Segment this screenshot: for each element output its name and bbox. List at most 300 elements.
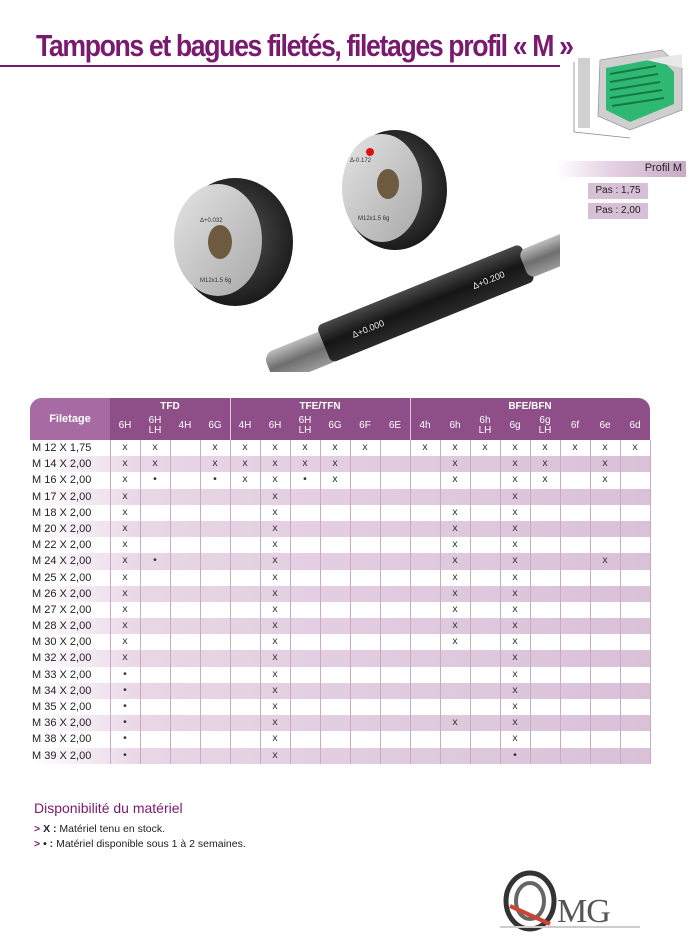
table-cell: x xyxy=(272,441,278,453)
table-cell xyxy=(200,634,230,650)
table-cell: x xyxy=(302,457,308,470)
table-cell xyxy=(200,553,230,569)
table-cell xyxy=(410,667,440,683)
table-cell xyxy=(140,570,170,586)
table-cell: • xyxy=(123,748,127,761)
header-column: 6E xyxy=(388,420,402,431)
table-row xyxy=(30,667,650,683)
table-cell: x xyxy=(542,473,548,486)
row-thread-name: M 17 X 2,00 xyxy=(32,490,92,503)
table-cell xyxy=(530,586,560,602)
table-cell: x xyxy=(332,457,338,470)
header-column: 6F xyxy=(359,420,371,431)
table-body xyxy=(30,440,650,764)
table-cell xyxy=(440,489,470,505)
table-cell xyxy=(380,440,410,456)
table-cell: x xyxy=(122,441,128,453)
legend-stock xyxy=(34,823,165,835)
table-cell: x xyxy=(452,570,458,583)
row-thread-name: M 14 X 2,00 xyxy=(32,458,92,471)
table-cell xyxy=(170,731,200,747)
header-column: 4H xyxy=(178,420,192,431)
table-cell xyxy=(620,731,650,747)
table-cell xyxy=(200,683,230,699)
table-cell xyxy=(470,667,500,683)
table-cell xyxy=(530,489,560,505)
row-thread-name: M 18 X 2,00 xyxy=(32,506,92,519)
table-cell: • xyxy=(213,473,217,486)
table-cell xyxy=(320,683,350,699)
table-cell xyxy=(470,748,500,764)
table-cell xyxy=(470,634,500,650)
table-cell xyxy=(530,634,560,650)
table-cell xyxy=(230,667,260,683)
table-cell: x xyxy=(272,538,278,551)
table-cell: x xyxy=(512,457,518,470)
table-cell xyxy=(170,650,200,666)
table-cell xyxy=(200,570,230,586)
table-cell: x xyxy=(122,619,128,632)
thread-gauges-photo xyxy=(160,122,560,372)
header-group: BFE/BFN xyxy=(508,401,552,412)
table-cell xyxy=(530,699,560,715)
table-cell xyxy=(350,602,380,618)
row-thread-name: M 32 X 2,00 xyxy=(32,652,92,665)
table-cell: • xyxy=(123,667,127,680)
table-cell xyxy=(620,537,650,553)
table-cell xyxy=(230,521,260,537)
table-cell xyxy=(410,489,440,505)
table-cell xyxy=(230,602,260,618)
table-cell: x xyxy=(512,683,518,696)
table-cell xyxy=(170,521,200,537)
table-cell xyxy=(170,748,200,764)
table-cell xyxy=(410,634,440,650)
table-cell xyxy=(380,618,410,634)
table-cell xyxy=(290,586,320,602)
table-cell xyxy=(470,699,500,715)
table-cell xyxy=(290,489,320,505)
table-cell: x xyxy=(272,619,278,632)
header-column: 6d xyxy=(629,420,641,431)
table-cell xyxy=(290,715,320,731)
table-cell xyxy=(440,683,470,699)
table-cell: x xyxy=(272,700,278,712)
table-cell xyxy=(380,650,410,666)
table-cell: x xyxy=(452,473,458,486)
table-cell xyxy=(620,586,650,602)
availability-title: Disponibilité du matériel xyxy=(34,800,183,816)
table-cell xyxy=(320,553,350,569)
pitch-175: Pas : 1,75 xyxy=(588,183,648,199)
table-cell xyxy=(470,521,500,537)
row-thread-name: M 20 X 2,00 xyxy=(32,522,92,535)
table-cell: x xyxy=(272,732,278,745)
table-cell xyxy=(350,699,380,715)
table-cell xyxy=(410,731,440,747)
plug-label-go: Δ+0.000 xyxy=(350,317,386,340)
table-cell: x xyxy=(542,441,548,453)
table-cell: x xyxy=(512,651,518,664)
table-cell xyxy=(320,618,350,634)
table-cell: x xyxy=(452,538,458,551)
table-cell xyxy=(140,602,170,618)
table-cell xyxy=(530,715,560,731)
table-cell xyxy=(200,699,230,715)
table-cell xyxy=(620,650,650,666)
table-cell xyxy=(560,683,590,699)
table-cell: x xyxy=(272,570,278,583)
table-cell xyxy=(620,505,650,521)
table-cell: x xyxy=(302,441,308,453)
table-cell: x xyxy=(332,441,338,453)
table-cell xyxy=(530,553,560,569)
table-cell xyxy=(590,667,620,683)
table-cell xyxy=(320,650,350,666)
column-divider xyxy=(320,440,321,764)
table-cell xyxy=(140,521,170,537)
table-cell xyxy=(560,489,590,505)
table-cell xyxy=(230,553,260,569)
table-cell xyxy=(620,602,650,618)
table-cell xyxy=(530,505,560,521)
row-thread-name: M 25 X 2,00 xyxy=(32,571,92,584)
table-cell xyxy=(230,570,260,586)
table-cell: x xyxy=(512,538,518,551)
table-row xyxy=(30,505,650,521)
table-cell xyxy=(380,683,410,699)
table-cell xyxy=(320,715,350,731)
table-cell xyxy=(140,489,170,505)
table-cell xyxy=(200,618,230,634)
table-cell xyxy=(590,699,620,715)
table-cell xyxy=(170,683,200,699)
table-cell xyxy=(230,699,260,715)
table-cell xyxy=(590,505,620,521)
table-cell xyxy=(590,586,620,602)
table-cell: x xyxy=(122,489,128,502)
column-divider xyxy=(530,440,531,764)
table-cell xyxy=(620,634,650,650)
row-thread-name: M 35 X 2,00 xyxy=(32,701,92,713)
table-cell xyxy=(380,489,410,505)
legend-arrow: > xyxy=(34,823,41,835)
table-row xyxy=(30,586,650,602)
column-divider xyxy=(170,440,171,764)
column-divider xyxy=(230,440,231,764)
column-divider xyxy=(440,440,441,764)
profile-label-bar xyxy=(556,161,686,177)
table-cell xyxy=(320,667,350,683)
table-cell: x xyxy=(272,473,278,486)
legend-text: Matériel tenu en stock. xyxy=(59,823,166,835)
table-cell: x xyxy=(542,457,548,470)
ring2-label-b: M12x1.5 6g xyxy=(358,216,390,222)
table-cell xyxy=(290,650,320,666)
table-cell xyxy=(290,537,320,553)
table-cell xyxy=(620,699,650,715)
table-cell: x xyxy=(272,489,278,502)
table-row xyxy=(30,489,650,505)
table-cell: x xyxy=(512,489,518,502)
table-cell xyxy=(560,586,590,602)
table-cell xyxy=(410,456,440,472)
table-cell xyxy=(230,537,260,553)
table-cell xyxy=(200,586,230,602)
table-cell xyxy=(410,715,440,731)
header-column: 6h LH xyxy=(478,415,492,436)
table-cell: x xyxy=(512,521,518,534)
table-cell xyxy=(140,634,170,650)
table-cell xyxy=(380,570,410,586)
column-divider xyxy=(650,440,651,764)
table-cell xyxy=(410,537,440,553)
table-cell xyxy=(530,570,560,586)
row-thread-name: M 28 X 2,00 xyxy=(32,620,92,633)
table-cell xyxy=(560,553,590,569)
table-row xyxy=(30,602,650,618)
table-cell xyxy=(350,650,380,666)
table-row xyxy=(30,683,650,699)
table-cell: x xyxy=(362,441,368,453)
table-cell xyxy=(320,602,350,618)
table-cell xyxy=(470,456,500,472)
table-cell: x xyxy=(452,586,458,599)
table-cell xyxy=(350,715,380,731)
table-cell xyxy=(470,472,500,488)
table-cell xyxy=(320,731,350,747)
table-cell xyxy=(200,537,230,553)
table-cell: x xyxy=(452,602,458,615)
row-thread-name: M 39 X 2,00 xyxy=(32,749,92,762)
pitch-200: Pas : 2,00 xyxy=(588,203,648,219)
table-cell xyxy=(380,667,410,683)
table-cell: x xyxy=(272,716,278,729)
table-cell xyxy=(230,731,260,747)
header-column: 6f xyxy=(570,420,580,431)
row-thread-name: M 33 X 2,00 xyxy=(32,668,92,681)
table-cell: x xyxy=(122,538,128,551)
table-cell xyxy=(530,618,560,634)
table-cell: x xyxy=(212,457,218,470)
table-cell xyxy=(290,521,320,537)
table-cell xyxy=(410,570,440,586)
column-divider xyxy=(350,440,351,764)
table-cell xyxy=(140,683,170,699)
table-cell: x xyxy=(122,521,128,534)
table-cell xyxy=(380,553,410,569)
table-cell xyxy=(200,650,230,666)
table-cell xyxy=(410,683,440,699)
thread-table xyxy=(30,398,650,764)
table-cell xyxy=(320,699,350,715)
table-cell xyxy=(350,731,380,747)
table-cell xyxy=(140,715,170,731)
row-thread-name: M 27 X 2,00 xyxy=(32,603,92,616)
table-cell xyxy=(170,456,200,472)
legend-arrow: > xyxy=(34,838,41,850)
header-column: 6h xyxy=(449,420,461,431)
table-cell xyxy=(590,537,620,553)
table-cell: x xyxy=(152,441,158,453)
legend-symbol: • : xyxy=(43,838,54,850)
table-cell xyxy=(560,537,590,553)
table-cell xyxy=(380,472,410,488)
table-row xyxy=(30,699,650,715)
table-cell xyxy=(560,650,590,666)
table-cell xyxy=(350,634,380,650)
table-cell: x xyxy=(512,700,518,712)
table-cell xyxy=(170,537,200,553)
table-cell xyxy=(230,618,260,634)
row-thread-name: M 24 X 2,00 xyxy=(32,555,92,568)
table-cell xyxy=(320,748,350,764)
table-cell xyxy=(410,618,440,634)
table-cell xyxy=(320,537,350,553)
table-cell xyxy=(170,489,200,505)
table-cell xyxy=(320,570,350,586)
column-divider xyxy=(410,440,411,764)
table-cell xyxy=(350,489,380,505)
table-cell xyxy=(560,472,590,488)
column-divider xyxy=(470,440,471,764)
table-cell: x xyxy=(602,457,608,470)
table-cell xyxy=(350,537,380,553)
column-divider xyxy=(290,440,291,764)
table-cell xyxy=(140,699,170,715)
table-cell xyxy=(140,731,170,747)
table-row xyxy=(30,537,650,553)
table-cell: x xyxy=(122,554,128,567)
table-cell: • xyxy=(123,700,127,712)
table-cell xyxy=(560,634,590,650)
table-row xyxy=(30,456,650,472)
table-cell xyxy=(170,505,200,521)
table-cell xyxy=(290,553,320,569)
table-cell xyxy=(560,715,590,731)
table-cell xyxy=(620,715,650,731)
table-cell xyxy=(560,570,590,586)
table-cell: x xyxy=(512,667,518,680)
table-cell xyxy=(440,748,470,764)
table-cell xyxy=(470,683,500,699)
table-row xyxy=(30,634,650,650)
profile-m-illustration xyxy=(570,40,688,140)
table-cell: x xyxy=(452,619,458,632)
table-cell xyxy=(410,472,440,488)
table-cell xyxy=(470,553,500,569)
table-cell xyxy=(380,715,410,731)
table-cell xyxy=(230,634,260,650)
table-cell xyxy=(170,715,200,731)
profile-label: Profil M xyxy=(644,162,682,174)
table-cell xyxy=(230,650,260,666)
table-cell xyxy=(380,537,410,553)
table-cell xyxy=(620,748,650,764)
table-cell xyxy=(620,489,650,505)
table-cell xyxy=(410,602,440,618)
table-cell xyxy=(560,505,590,521)
table-cell xyxy=(170,586,200,602)
table-cell xyxy=(200,715,230,731)
table-cell xyxy=(290,634,320,650)
table-cell xyxy=(320,505,350,521)
table-cell: • xyxy=(123,683,127,696)
table-cell xyxy=(470,586,500,602)
table-cell: x xyxy=(272,683,278,696)
table-cell xyxy=(560,699,590,715)
table-cell xyxy=(380,586,410,602)
table-cell xyxy=(290,570,320,586)
table-cell xyxy=(170,440,200,456)
table-cell xyxy=(470,731,500,747)
table-cell xyxy=(290,602,320,618)
table-cell xyxy=(410,505,440,521)
header-group: TFE/TFN xyxy=(299,401,341,412)
column-divider xyxy=(560,440,561,764)
table-cell: x xyxy=(122,602,128,615)
table-cell xyxy=(320,634,350,650)
table-cell xyxy=(200,731,230,747)
table-cell: x xyxy=(512,716,518,729)
table-cell xyxy=(620,472,650,488)
row-thread-name: M 30 X 2,00 xyxy=(32,636,92,649)
header-column: 6H xyxy=(118,420,132,431)
table-cell xyxy=(200,667,230,683)
table-cell: x xyxy=(632,441,638,453)
table-cell xyxy=(140,650,170,666)
header-column: 6H xyxy=(268,420,282,431)
table-cell: x xyxy=(272,602,278,615)
table-cell xyxy=(530,731,560,747)
table-cell: • xyxy=(153,473,157,486)
table-cell: x xyxy=(242,457,248,470)
table-cell: x xyxy=(602,441,608,453)
table-cell xyxy=(560,667,590,683)
table-cell xyxy=(530,521,560,537)
table-cell xyxy=(290,667,320,683)
table-cell xyxy=(350,570,380,586)
table-cell xyxy=(350,505,380,521)
table-cell: x xyxy=(272,521,278,534)
table-cell xyxy=(410,553,440,569)
plug-label-nogo: Δ+0.200 xyxy=(471,269,507,292)
table-cell xyxy=(620,667,650,683)
table-cell xyxy=(410,748,440,764)
table-cell xyxy=(590,570,620,586)
column-divider xyxy=(380,440,381,764)
table-cell: x xyxy=(452,441,458,453)
table-cell xyxy=(560,618,590,634)
page-title: Tampons et bagues filetés, filetages profil « M » xyxy=(36,28,573,63)
table-cell xyxy=(620,618,650,634)
table-cell xyxy=(290,618,320,634)
table-cell xyxy=(410,699,440,715)
column-divider xyxy=(110,440,111,764)
table-cell xyxy=(560,731,590,747)
table-cell: x xyxy=(122,457,128,470)
table-cell xyxy=(530,748,560,764)
column-divider xyxy=(620,440,621,764)
table-cell: x xyxy=(272,554,278,567)
ring1-label-b: M12x1.5 6g xyxy=(200,278,232,284)
table-cell: x xyxy=(242,473,248,486)
table-cell: x xyxy=(512,602,518,615)
table-cell: x xyxy=(122,651,128,664)
table-cell: • xyxy=(303,473,307,486)
table-cell xyxy=(320,489,350,505)
column-divider xyxy=(590,440,591,764)
